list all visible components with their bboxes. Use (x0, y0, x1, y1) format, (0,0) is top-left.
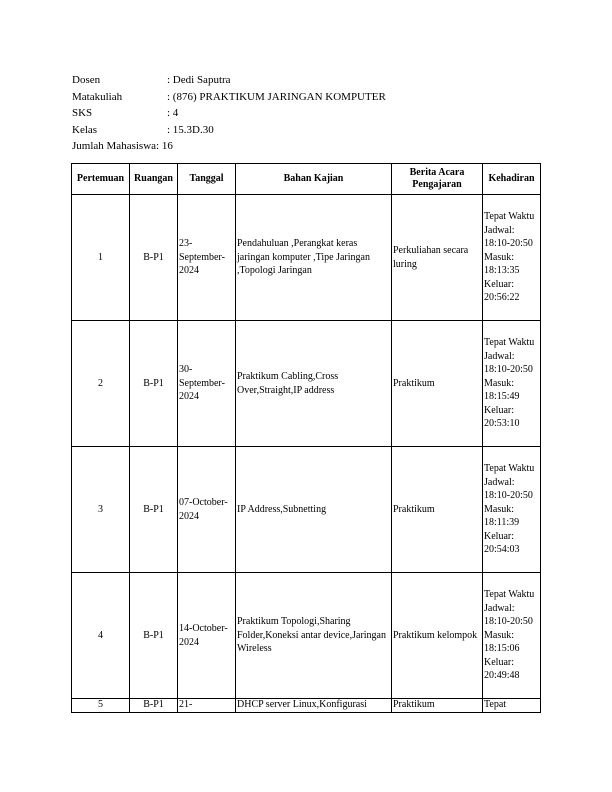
kelas-value: : 15.3D.30 (167, 123, 214, 136)
cell-kehadiran: Tepat Waktu Jadwal: 18:10-20:50 Masuk: 18:13:35 Keluar: 20:56:22 (483, 195, 541, 321)
col-header-pertemuan: Pertemuan (72, 164, 130, 195)
sks-value: : 4 (167, 107, 179, 119)
cell-ruangan: B-P1 (130, 447, 178, 573)
cell-berita-acara: Praktikum (392, 699, 483, 713)
kelas-label: Kelas (72, 123, 98, 136)
cell-berita-acara: Praktikum (392, 447, 483, 573)
cell-berita-acara: Praktikum (392, 321, 483, 447)
info-row-kelas (72, 122, 386, 139)
cell-ruangan: B-P1 (130, 321, 178, 447)
cell-bahan-kajian: Praktikum Cabling,Cross Over,Straight,IP address (236, 321, 392, 447)
cell-bahan-kajian: Pendahuluan ,Perangkat keras jaringan komputer ,Tipe Jaringan ,Topologi Jaringan (236, 195, 392, 321)
col-header-berita-acara (392, 164, 483, 195)
col-header-tanggal: Tanggal (178, 164, 236, 195)
cell-kehadiran: Tepat Waktu Jadwal: 18:10-20:50 Masuk: 18:15:49 Keluar: 20:53:10 (483, 321, 541, 447)
dosen-label: Dosen (72, 74, 101, 86)
table-row (72, 195, 541, 321)
cell-berita-acara: Praktikum kelompok (392, 573, 483, 699)
col-header-bahan-kajian: Bahan Kajian (236, 164, 392, 195)
table-row (72, 699, 541, 713)
cell-bahan-kajian: IP Address,Subnetting (236, 447, 392, 573)
jumlah-label: Jumlah Mahasiswa (72, 140, 157, 152)
cell-bahan-kajian: Praktikum Topologi,Sharing Folder,Koneksi antar device,Jaringan Wireless (236, 573, 392, 699)
cell-tanggal: 21- (178, 699, 236, 713)
cell-pertemuan: 1 (72, 195, 130, 321)
cell-pertemuan: 2 (72, 321, 130, 447)
cell-pertemuan: 4 (72, 573, 130, 699)
cell-berita-acara: Perkuliahan secara luring (392, 195, 483, 321)
dosen-value: : Dedi Saputra (167, 74, 231, 86)
cell-pertemuan: 3 (72, 447, 130, 573)
col-header-kehadiran: Kehadiran (483, 164, 541, 195)
cell-ruangan: B-P1 (130, 699, 178, 713)
cell-ruangan: B-P1 (130, 195, 178, 321)
cell-ruangan: B-P1 (130, 573, 178, 699)
table-row (72, 447, 541, 573)
berita-line-1: Berita Acara (409, 167, 465, 178)
cell-bahan-kajian: DHCP server Linux,Konfigurasi (236, 699, 392, 713)
course-info (72, 72, 386, 155)
table-row (72, 573, 541, 699)
cell-tanggal: 30-September-2024 (178, 321, 236, 447)
cell-pertemuan: 5 (72, 699, 130, 713)
cell-tanggal: 23-September-2024 (178, 195, 236, 321)
cell-kehadiran: Tepat Waktu Jadwal: 18:10-20:50 Masuk: 18:11:39 Keluar: 20:54:03 (483, 447, 541, 573)
info-row-jumlah (72, 138, 386, 155)
matakuliah-label: Matakuliah (72, 90, 123, 103)
table-header-row (72, 164, 541, 195)
cell-tanggal: 07-October-2024 (178, 447, 236, 573)
berita-line-2: Pengajaran (412, 179, 462, 190)
col-header-ruangan: Ruangan (130, 164, 178, 195)
attendance-table (71, 163, 541, 713)
jumlah-value: : 16 (156, 140, 173, 152)
info-row-dosen (72, 72, 386, 89)
info-row-sks (72, 105, 386, 122)
cell-tanggal: 14-October-2024 (178, 573, 236, 699)
table-row (72, 321, 541, 447)
matakuliah-value: : (876) PRAKTIKUM JARINGAN KOMPUTER (167, 90, 386, 103)
info-row-matakuliah (72, 89, 386, 106)
sks-label: SKS (72, 107, 93, 119)
cell-kehadiran: Tepat (483, 699, 541, 713)
cell-kehadiran: Tepat Waktu Jadwal: 18:10-20:50 Masuk: 18:15:06 Keluar: 20:49:48 (483, 573, 541, 699)
